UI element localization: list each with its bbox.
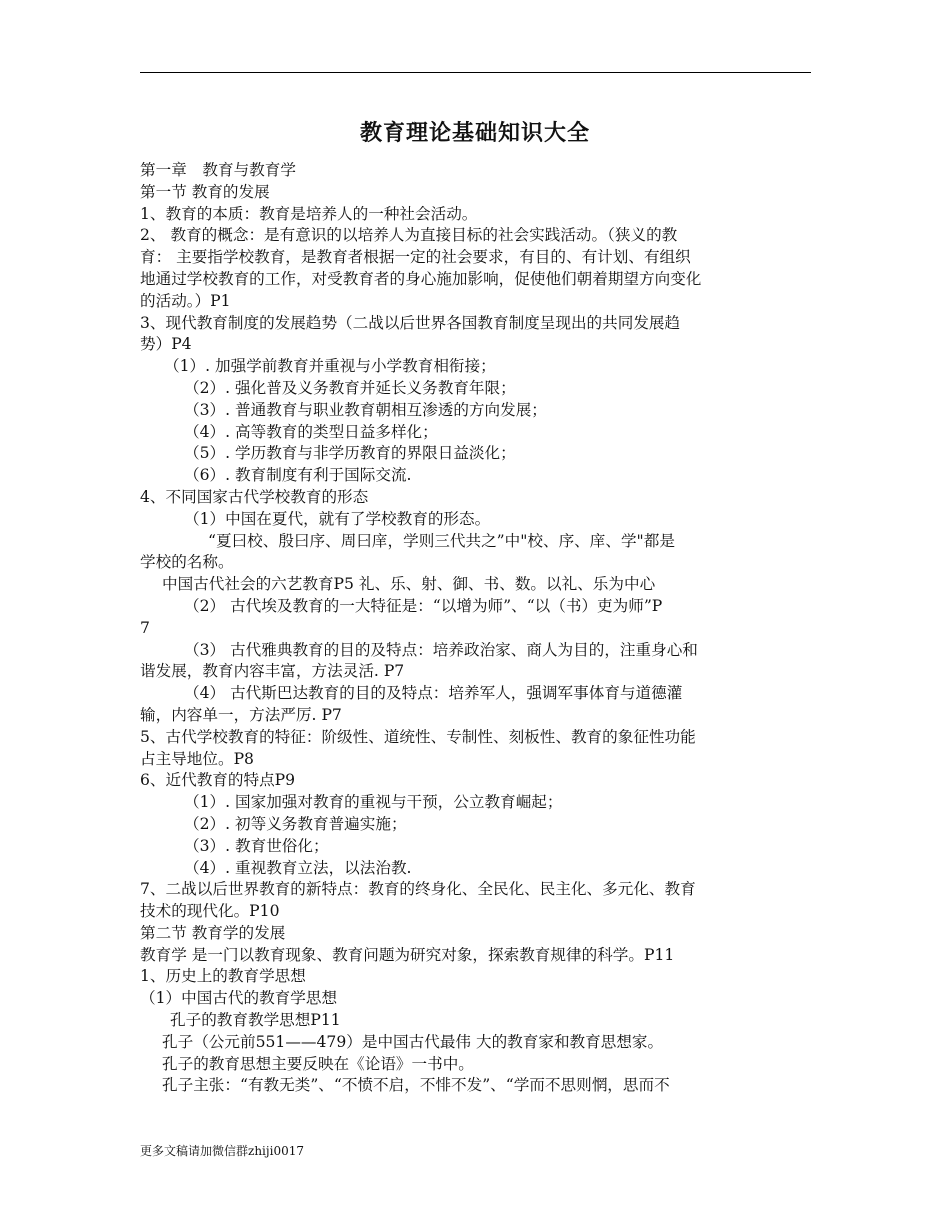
paragraph-line: 输，内容单一，方法严厉. P7 [140, 705, 342, 724]
section-heading: 第一节 教育的发展 [140, 182, 270, 201]
header-rule [140, 72, 811, 73]
paragraph-line: 教育学 是一门以教育现象、教育问题为研究对象，探索教育规律的科学。P11 [140, 945, 675, 964]
list-item: （6）. 教育制度有利于国际交流. [184, 466, 412, 485]
paragraph-line: “夏曰校、殷曰序、周曰庠，学则三代共之”中"校、序、庠、学"都是 [208, 531, 675, 550]
paragraph-line: 孔子（公元前551——479）是中国古代最伟 大的教育家和教育思想家。 [162, 1032, 664, 1051]
paragraph-line: 学校的名称。 [140, 553, 234, 572]
paragraph-line: 技术的现代化。P10 [140, 902, 280, 921]
list-item: （4） 古代斯巴达教育的目的及特点：培养军人，强调军事体育与道德灌 [184, 684, 683, 703]
paragraph-line: 5、古代学校教育的特征：阶级性、道统性、专制性、刻板性、教育的象征性功能 [140, 727, 696, 746]
paragraph-line: 2、 教育的概念：是有意识的以培养人为直接目标的社会实践活动。（狭义的教 [140, 226, 678, 245]
list-item: （3）. 教育世俗化； [184, 836, 329, 855]
list-item: （1）. 国家加强对教育的重视与干预，公立教育崛起； [184, 793, 563, 812]
paragraph-line: 地通过学校教育的工作，对受教育者的身心施加影响，促使他们朝着期望方向变化 [140, 269, 702, 288]
paragraph-line: 孔子主张：“有教无类”、“不愤不启，不悱不发”、“学而不思则惘，思而不 [162, 1076, 670, 1095]
paragraph-line: 4、不同国家古代学校教育的形态 [140, 487, 369, 506]
document-title: 教育理论基础知识大全 [359, 121, 590, 146]
list-item: （1）. 加强学前教育并重视与小学教育相衔接； [164, 357, 496, 376]
page-footer: 更多文稿请加微信群zhiji0017 [140, 1144, 304, 1158]
chapter-heading: 第一章 教育与教育学 [140, 161, 296, 179]
list-item: （5）. 学历教育与非学历教育的界限日益淡化； [184, 444, 516, 463]
paragraph-line: 7 [140, 618, 150, 637]
list-item: （2） 古代埃及教育的一大特征是：“以增为师”、“以（书）吏为师”P [184, 596, 663, 615]
paragraph-line: 3、现代教育制度的发展趋势（二战以后世界各国教育制度呈现出的共同发展趋 [140, 313, 681, 332]
list-item: （4）. 高等教育的类型日益多样化； [184, 422, 438, 441]
paragraph-line: （1）中国古代的教育学思想 [140, 989, 338, 1008]
list-item: （3） 古代雅典教育的目的及特点：培养政治家、商人为目的，注重身心和 [184, 640, 698, 659]
paragraph-line: 势）P4 [140, 335, 192, 354]
paragraph-line: 育： 主要指学校教育，是教育者根据一定的社会要求，有目的、有计划、有组织 [140, 248, 691, 267]
paragraph-line: 的活动。）P1 [140, 291, 231, 310]
paragraph-line: 孔子的教育思想主要反映在《论语》一书中。 [162, 1054, 474, 1073]
paragraph-line: 7、二战以后世界教育的新特点：教育的终身化、全民化、民主化、多元化、教育 [140, 880, 696, 899]
list-item: （4）. 重视教育立法，以法治教. [184, 858, 412, 877]
paragraph-line: 谐发展，教育内容丰富，方法灵活. P7 [140, 662, 405, 681]
paragraph-line: 6、近代教育的特点P9 [140, 771, 296, 790]
list-item: （2）. 初等义务教育普遍实施； [184, 814, 407, 833]
paragraph-line: 孔子的教育教学思想P11 [170, 1011, 341, 1030]
list-item: （1）中国在夏代，就有了学校教育的形态。 [184, 509, 491, 528]
paragraph-line: 1、教育的本质：教育是培养人的一种社会活动。 [140, 204, 478, 223]
list-item: （2）. 强化普及义务教育并延长义务教育年限； [184, 378, 516, 397]
paragraph-line: 中国古代社会的六艺教育P5 礼、乐、射、御、书、数。以礼、乐为中心 [162, 575, 656, 594]
document-body [140, 160, 812, 1097]
list-item: （3）. 普通教育与职业教育朝相互渗透的方向发展； [184, 400, 547, 419]
paragraph-line: 占主导地位。P8 [140, 749, 254, 768]
paragraph-line: 1、历史上的教育学思想 [140, 967, 306, 986]
section-heading: 第二节 教育学的发展 [140, 923, 286, 942]
